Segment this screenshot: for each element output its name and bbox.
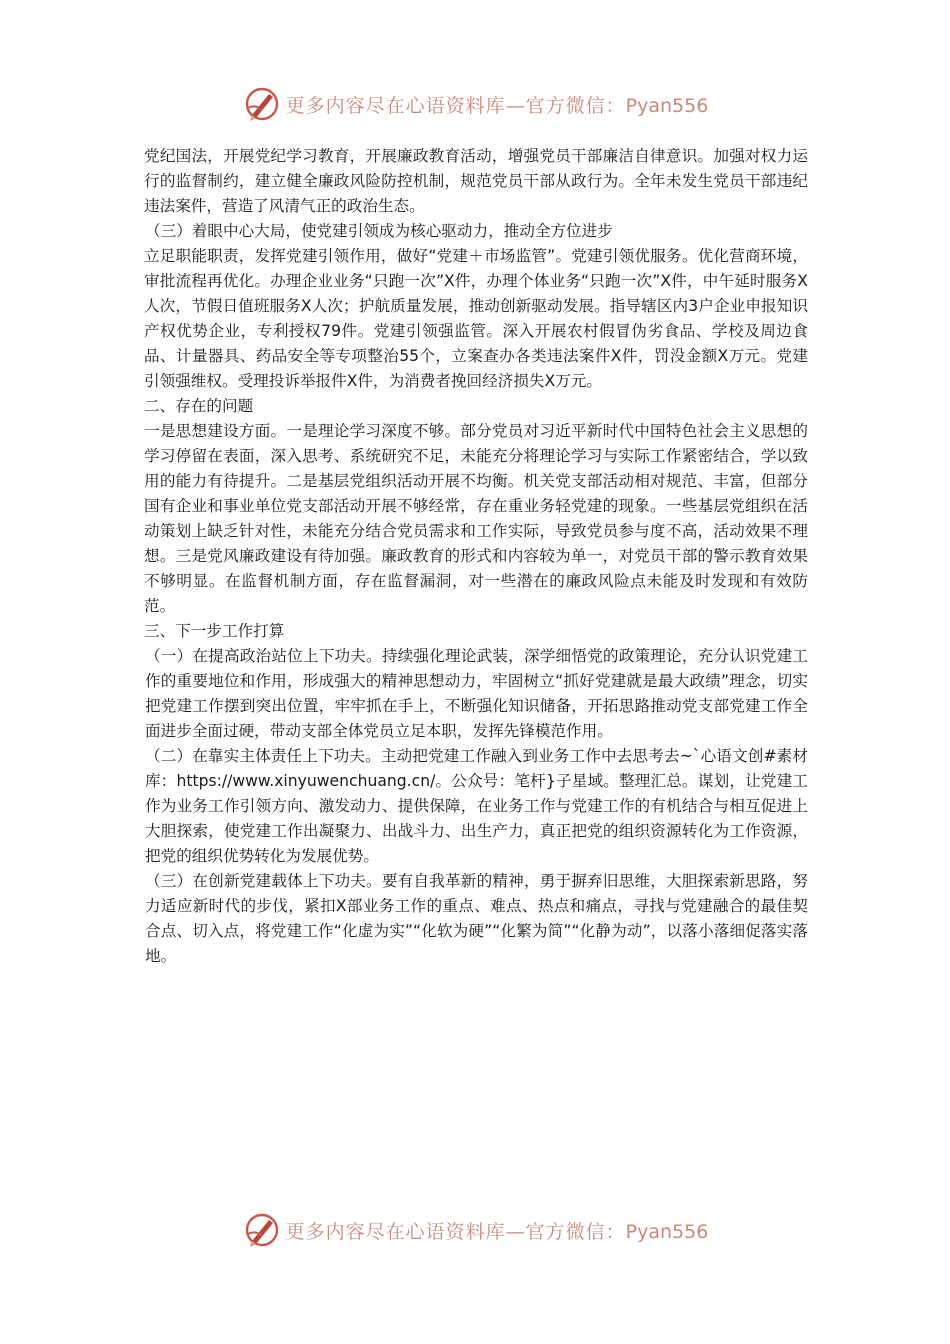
document-body: [144, 144, 808, 969]
paragraph-problems: 一是思想建设方面。一是理论学习深度不够。部分党员对习近平新时代中国特色社会主义思想的学习停留在表面，深入思考、系统研究不足，未能充分将理论学习与实际工作紧密结合，学以致用的能力有待提升。二是基层党组织活动开展不均衡。机关党支部活动相对规范、丰富，但部分国有企业和事业单位党支部活动开展不够经常，存在重业务轻党建的现象。一些基层党组织在活动策划上缺乏针对性，未能充分结合党员需求和工作实际，导致党员参与度不高，活动效果不理想。三是党风廉政建设有待加强。廉政教育的形式和内容较为单一，对党员干部的警示教育效果不够明显。在监督机制方面，存在监督漏洞，对一些潜在的廉政风险点未能及时发现和有效防范。: [144, 422, 808, 615]
pen-logo-icon: [242, 1210, 282, 1250]
paragraph-innovation: （三）在创新党建载体上下功夫。要有自我革新的精神，勇于摒弃旧思维，大胆探索新思路，努力适应新时代的步伐，紧扣X部业务工作的重点、难点、热点和痛点，寻找与党建融合的最佳契合点、切入点，将党建工作“化虚为实”“化软为硬”“化繁为简”“化静为动”，以落小落细促落实落地。: [145, 872, 808, 965]
paragraph-discipline: 党纪国法，开展党纪学习教育，开展廉政教育活动，增强党员干部廉洁自律意识。加强对权力运行的监督制约，建立健全廉政风险防控机制，规范党员干部从政行为。全年未发生党员干部违纪违法案件，营造了风清气正的政治生态。: [144, 147, 808, 215]
footer-watermark: [0, 1208, 950, 1252]
watermark-text: 更多内容尽在心语资料库—官方微信：Pyan556: [285, 94, 709, 117]
subheading-center-goal: （三）着眼中心大局，使党建引领成为核心驱动力，推动全方位进步: [145, 222, 613, 240]
paragraph-main-responsibility: （二）在靠实主体责任上下功夫。主动把党建工作融入到业务工作中去思考去~`心语文创#素材库：https://www.xinyuwenchuang.cn/。公众号：笔杆}子星域。整理汇总。谋划，让党建工作为业务工作引领方向、激发动力、提供保障，在业务工作与党建工作的有机结合与相互促进上大胆探索，使党建工作出凝聚力、出战斗力、出生产力，真正把党的组织资源转化为工作资源，把党的组织优势转化为发展优势。: [145, 747, 808, 865]
heading-existing-problems: 二、存在的问题: [144, 397, 254, 415]
watermark-text: 更多内容尽在心语资料库—官方微信：Pyan556: [285, 1220, 709, 1243]
header-watermark: [0, 82, 950, 126]
pen-logo-icon: [242, 84, 282, 124]
paragraph-political-stance: （一）在提高政治站位上下功夫。持续强化理论武装，深学细悟党的政策理论，充分认识党建工作的重要地位和作用，形成强大的精神思想动力，牢固树立“抓好党建就是最大政绩”理念，切实把党建工作摆到突出位置，牢牢抓在手上，不断强化知识储备，开拓思路推动党支部党建工作全面进步全面过硬，带动支部全体党员立足本职，发挥先锋模范作用。: [145, 647, 808, 740]
paragraph-market-supervision: 立足职能职责，发挥党建引领作用，做好“党建＋市场监管”。党建引领优服务。优化营商环境，审批流程再优化。办理企业业务“只跑一次”X件，办理个体业务“只跑一次”X件，中午延时服务X人次，节假日值班服务X人次；护航质量发展，推动创新驱动发展。指导辖区内3户企业申报知识产权优势企业，专利授权79件。党建引领强监管。深入开展农村假冒伪劣食品、学校及周边食品、计量器具、药品安全等专项整治55个，立案查办各类违法案件X件，罚没金额X万元。党建引领强维权。受理投诉举报件X件，为消费者挽回经济损失X万元。: [144, 247, 808, 390]
heading-next-steps: 三、下一步工作打算: [144, 622, 285, 640]
